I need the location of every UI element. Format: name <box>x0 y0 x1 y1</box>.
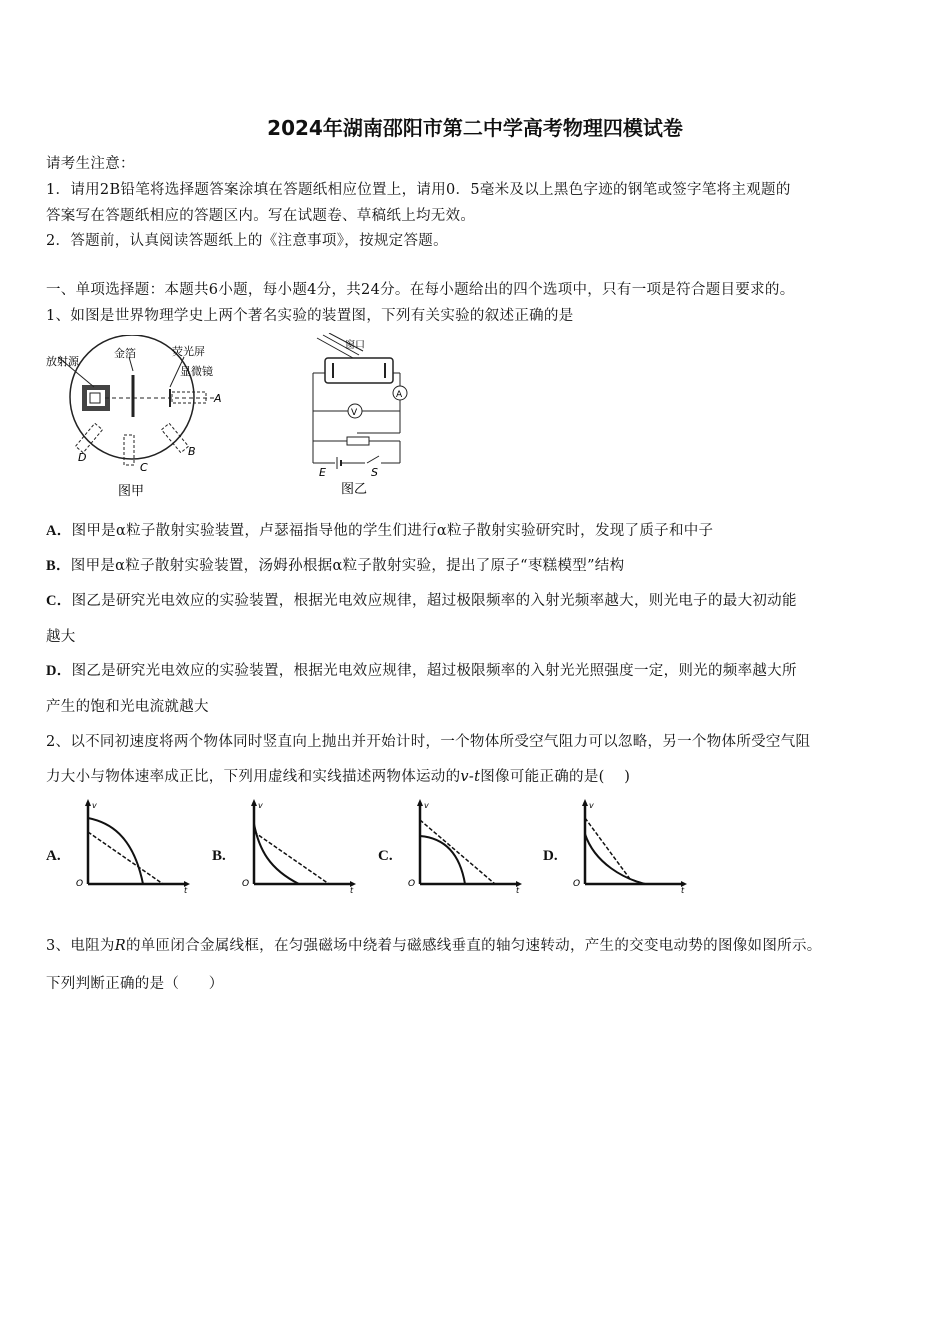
t-label: t <box>350 886 354 893</box>
origin-label: O <box>573 879 581 889</box>
v-label: v <box>589 801 594 810</box>
dashed-line <box>420 820 495 884</box>
t-label: t <box>184 886 188 893</box>
v-label: v <box>92 801 97 810</box>
graph-option-label: D. <box>543 848 558 864</box>
solid-curve <box>254 824 299 884</box>
option-c-cont: 越大 <box>46 629 76 645</box>
origin-label: O <box>408 879 416 889</box>
option-d: D．图乙是研究光电效应的实验装置，根据光电效应规律，超过极限频率的入射光光照强度一定，则光的频率越大所 <box>46 663 797 679</box>
vt-graph <box>573 798 693 893</box>
label-d: D <box>78 451 87 464</box>
vt-graph <box>408 798 528 893</box>
option-c: C．图乙是研究光电效应的实验装置，根据光电效应规律，超过极限频率的入射光频率越大，则光电子的最大初动能 <box>46 593 797 609</box>
origin-label: O <box>242 879 250 889</box>
t-label: t <box>681 886 685 893</box>
label-screen: 荧光屏 <box>172 345 205 358</box>
graph-option-label: B. <box>212 848 226 864</box>
option-a: A．图甲是α粒子散射实验装置，卢瑟福指导他的学生们进行α粒子散射实验研究时，发现了质子和中子 <box>46 523 714 539</box>
figure-jia-alpha-scattering <box>44 335 234 500</box>
t-label: t <box>516 886 520 893</box>
page-title: 2024年湖南邵阳市第二中学高考物理四模试卷 <box>267 116 683 140</box>
v-label: v <box>424 801 429 810</box>
dashed-line <box>254 832 329 884</box>
label-window: 窗口 <box>345 340 365 351</box>
label-b: B <box>188 445 196 458</box>
v-label: v <box>258 801 263 810</box>
origin-label: O <box>76 879 84 889</box>
graph-option-label: A. <box>46 848 61 864</box>
voltmeter-label: V <box>351 408 358 418</box>
notice-line: 1．请用2B铅笔将选择题答案涂填在答题纸相应位置上，请用0．5毫米及以上黑色字迹的钢笔或签字笔将主观题的 <box>46 182 791 198</box>
label-microscope: 显微镜 <box>180 365 213 378</box>
caption-yi: 图乙 <box>341 482 368 497</box>
question-3-line1: 3、电阻为R的单匝闭合金属线框，在匀强磁场中绕着与磁感线垂直的轴匀速转动，产生的交变电动势的图像如图所示。 <box>46 938 822 954</box>
label-a: A <box>214 392 222 405</box>
question-3-line2: 下列判断正确的是（ ） <box>46 976 224 992</box>
figure-yi-photoelectric <box>305 333 425 500</box>
question-2-line1: 2、以不同初速度将两个物体同时竖直向上抛出并开始计时，一个物体所受空气阻力可以忽略，另一个物体所受空气阻 <box>46 734 811 750</box>
label-c: C <box>140 461 148 474</box>
graph-option-label: C. <box>378 848 393 864</box>
ammeter-label: A <box>396 390 403 400</box>
notice-line: 2．答题前，认真阅读答题纸上的《注意事项》，按规定答题。 <box>46 233 448 249</box>
question-1-stem: 1、如图是世界物理学史上两个著名实验的装置图，下列有关实验的叙述正确的是 <box>46 308 574 324</box>
question-2-line2: 力大小与物体速率成正比，下列用虚线和实线描述两物体运动的v-t图像可能正确的是( ) <box>46 769 631 785</box>
caption-jia: 图甲 <box>118 484 145 499</box>
notice-line: 答案写在答题纸相应的答题区内。写在试题卷、草稿纸上均无效。 <box>46 208 476 224</box>
option-b: B．图甲是α粒子散射实验装置，汤姆孙根据α粒子散射实验，提出了原子“枣糕模型”结构 <box>46 558 625 574</box>
label-source: 放射源 <box>46 355 79 368</box>
option-d-cont: 产生的饱和光电流就越大 <box>46 699 209 715</box>
label-foil: 金箔 <box>114 347 136 360</box>
vt-graph <box>242 798 362 893</box>
vt-graph <box>76 798 196 893</box>
notice-heading: 请考生注意： <box>46 156 135 172</box>
solid-curve <box>420 836 465 884</box>
label-e: E <box>319 466 326 479</box>
section-heading: 一、单项选择题：本题共6小题，每小题4分，共24分。在每小题给出的四个选项中，只有一项是符合题目要求的。 <box>46 282 795 298</box>
label-s: S <box>371 466 378 479</box>
